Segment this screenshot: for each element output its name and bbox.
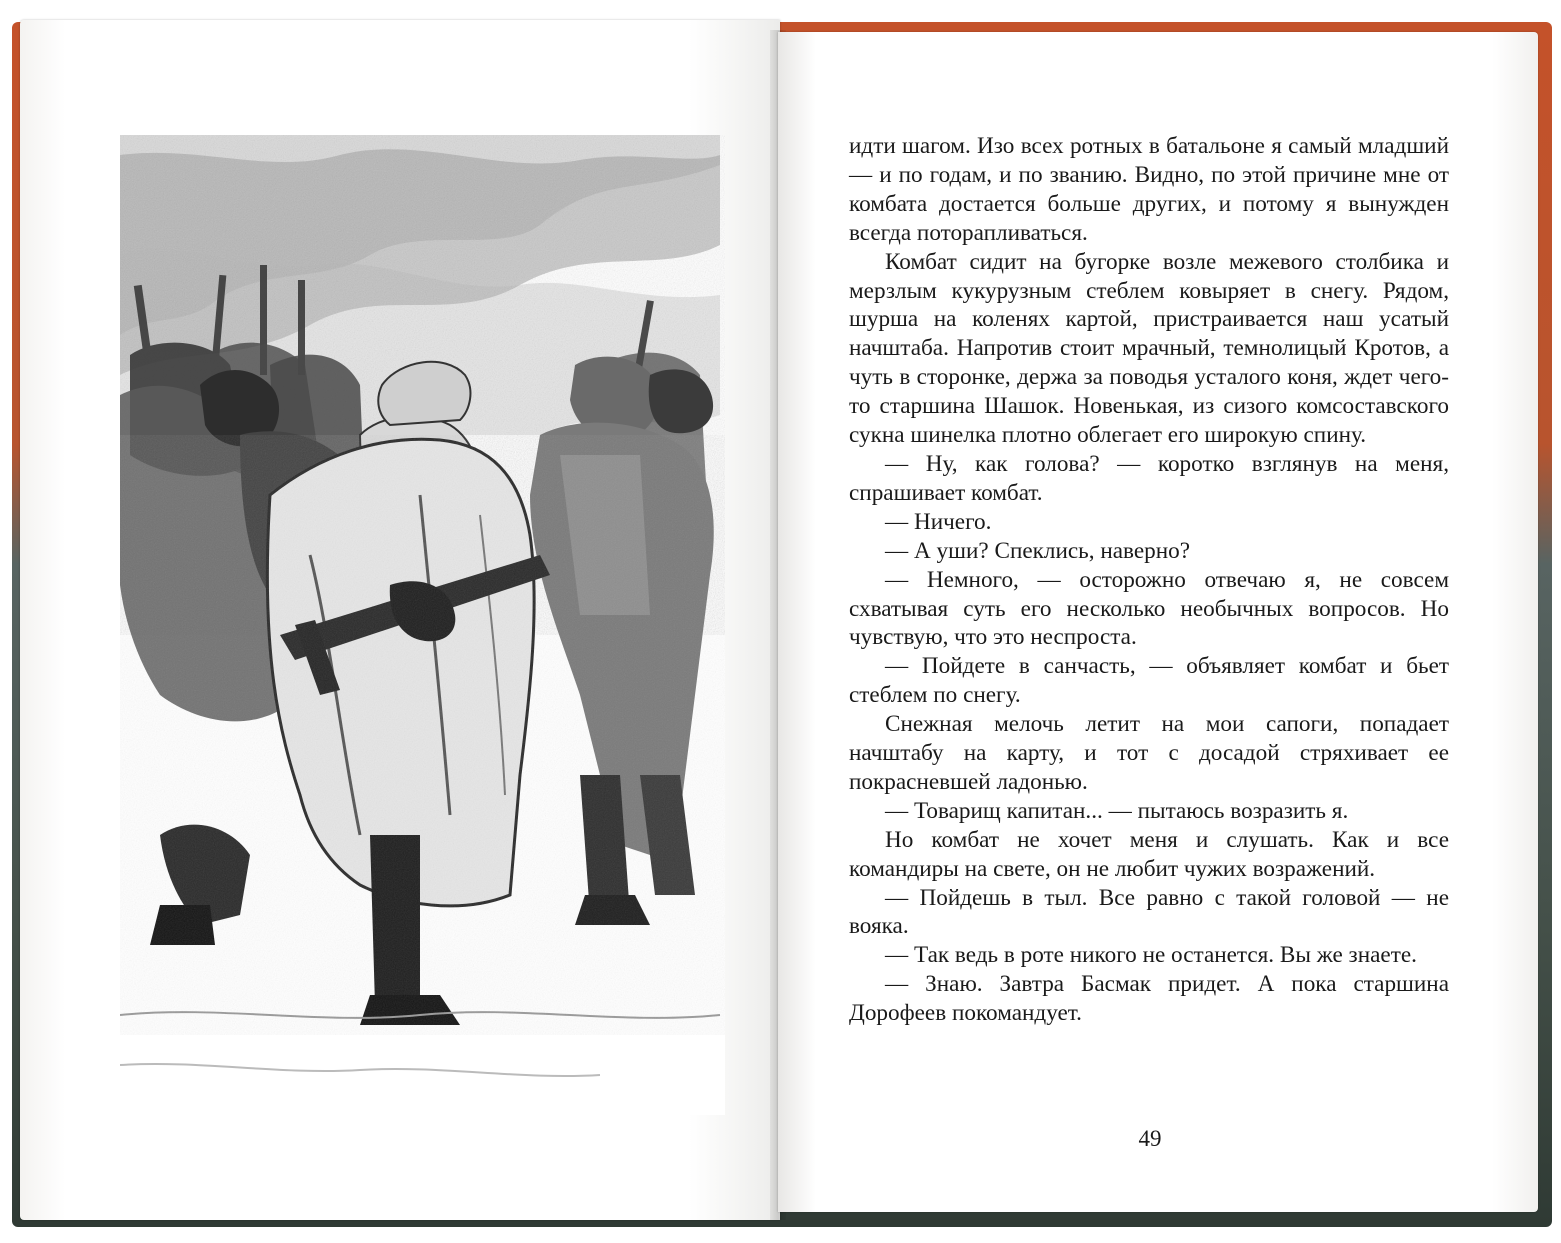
paragraph: Но комбат не хочет меня и слушать. Как и все командиры на свете, он не любит чужих возражений. xyxy=(849,826,1449,882)
paragraph: — Ну, как голова? — коротко взглянув на меня, спрашивает комбат. xyxy=(849,450,1449,506)
paragraph: идти шагом. Изо всех ротных в батальоне я самый младший — и по годам, и по званию. Видно, по этой причине мне от комбата достается больше других, и потому я вынужден всегда поторапливаться. xyxy=(849,133,1449,246)
paragraph: Снежная мелочь летит на мои сапоги, попадает начштабу на карту, и тот с досадой стряхивает ее покрасневшей ладонью. xyxy=(849,711,1449,795)
paragraph: — Пойдешь в тыл. Все равно с такой головой — не вояка. xyxy=(849,884,1449,940)
page-number: 49 xyxy=(1138,1126,1162,1151)
page-text xyxy=(849,132,1449,1028)
paragraph: — Так ведь в роте никого не останется. Вы же знаете. xyxy=(885,942,1417,969)
paragraph: — А уши? Спеклись, наверно? xyxy=(885,537,1191,564)
paragraph: — Знаю. Завтра Басмак придет. А пока старшина Дорофеев покомандует. xyxy=(849,971,1449,1027)
paragraph: — Товарищ капитан... — пытаюсь возразить я. xyxy=(885,797,1349,824)
paragraph: — Немного, — осторожно отвечаю я, не совсем схватывая суть его несколько необычных вопросов. Но чувствую, что это неспроста. xyxy=(849,566,1449,651)
paragraph: — Пойдете в санчасть, — объявляет комбат и бьет стеблем по снегу. xyxy=(849,653,1449,709)
paragraph: — Ничего. xyxy=(885,508,992,535)
illustration-soldiers xyxy=(120,135,725,1115)
paragraph: Комбат сидит на бугорке возле межевого столбика и мерзлым кукурузным стеблем ковыряет в снегу. Рядом, шурша на коленях картой, пристраивается наш усатый начштаба. Напротив стоит мрачный, темнолицый Кротов, а чуть в сторонке, держа за поводья усталого коня, ждет чего-то старшина Шашок. Новенькая, из сизого комсоставского сукна шинелка плотно облегает его широкую спину. xyxy=(849,248,1449,449)
